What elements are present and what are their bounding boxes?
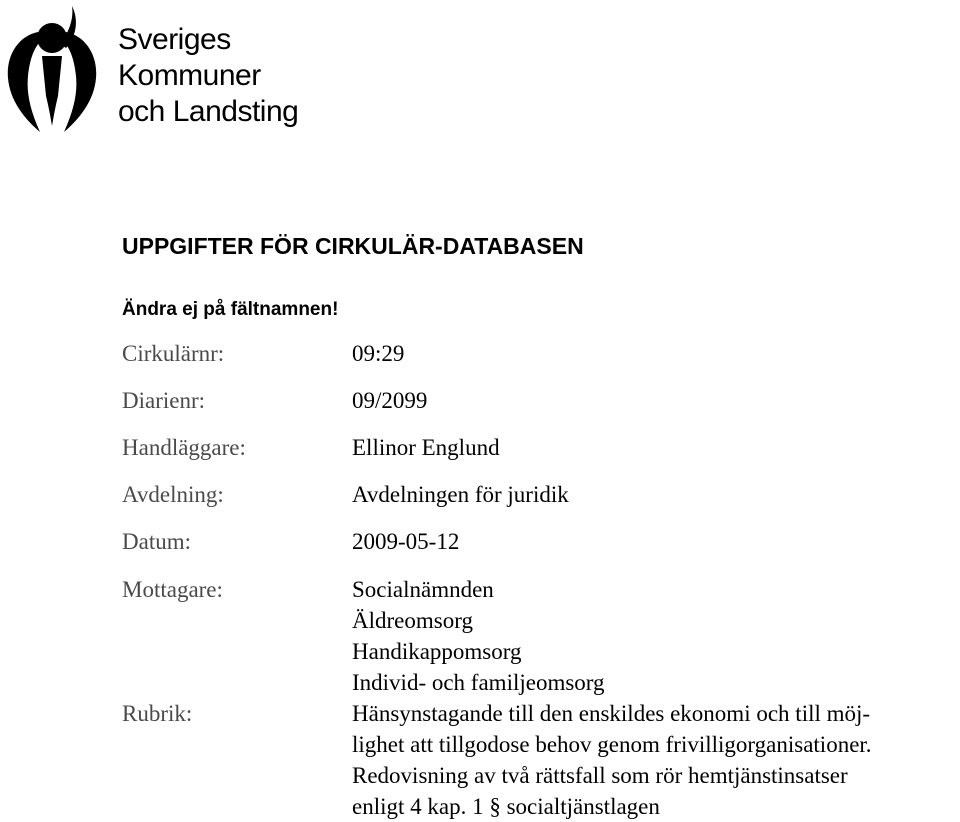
mottagare-line: Äldreomsorg <box>352 608 473 633</box>
logo <box>0 0 330 140</box>
page-title: UPPGIFTER FÖR CIRKULÄR-DATABASEN <box>122 233 584 259</box>
avdelning-value: Avdelningen för juridik <box>352 482 569 507</box>
cirkularnr-label: Cirkulärnr: <box>122 341 225 366</box>
organization-name <box>118 22 298 130</box>
mottagare-value <box>352 574 605 698</box>
avdelning-label: Avdelning: <box>122 482 224 507</box>
cirkularnr-value: 09:29 <box>352 341 405 366</box>
organization-line: och Landsting <box>118 95 299 128</box>
organization-line: Kommuner <box>118 59 261 92</box>
mottagare-line: Socialnämnden <box>352 577 494 602</box>
skl-emblem-icon <box>4 4 100 136</box>
field-name-warning: Ändra ej på fältnamnen! <box>122 299 339 320</box>
rubrik-line: enligt 4 kap. 1 § socialtjänstlagen <box>352 794 660 819</box>
handlaggare-label: Handläggare: <box>122 435 246 460</box>
mottagare-line: Handikappomsorg <box>352 639 522 664</box>
datum-label: Datum: <box>122 529 191 554</box>
organization-line: Sveriges <box>118 23 231 56</box>
rubrik-label: Rubrik: <box>122 701 193 726</box>
datum-value: 2009-05-12 <box>352 529 460 554</box>
rubrik-line: lighet att tillgodose behov genom frivilligorganisationer. <box>352 732 872 757</box>
diarienr-value: 09/2099 <box>352 388 428 413</box>
handlaggare-value: Ellinor Englund <box>352 435 500 460</box>
diarienr-label: Diarienr: <box>122 388 206 413</box>
mottagare-line: Individ- och familjeomsorg <box>352 670 605 695</box>
rubrik-line: Redovisning av två rättsfall som rör hemtjänstinsatser <box>352 763 848 788</box>
mottagare-label: Mottagare: <box>122 577 223 602</box>
rubrik-value <box>352 698 872 822</box>
rubrik-line: Hänsynstagande till den enskildes ekonomi och till möj- <box>352 701 871 726</box>
